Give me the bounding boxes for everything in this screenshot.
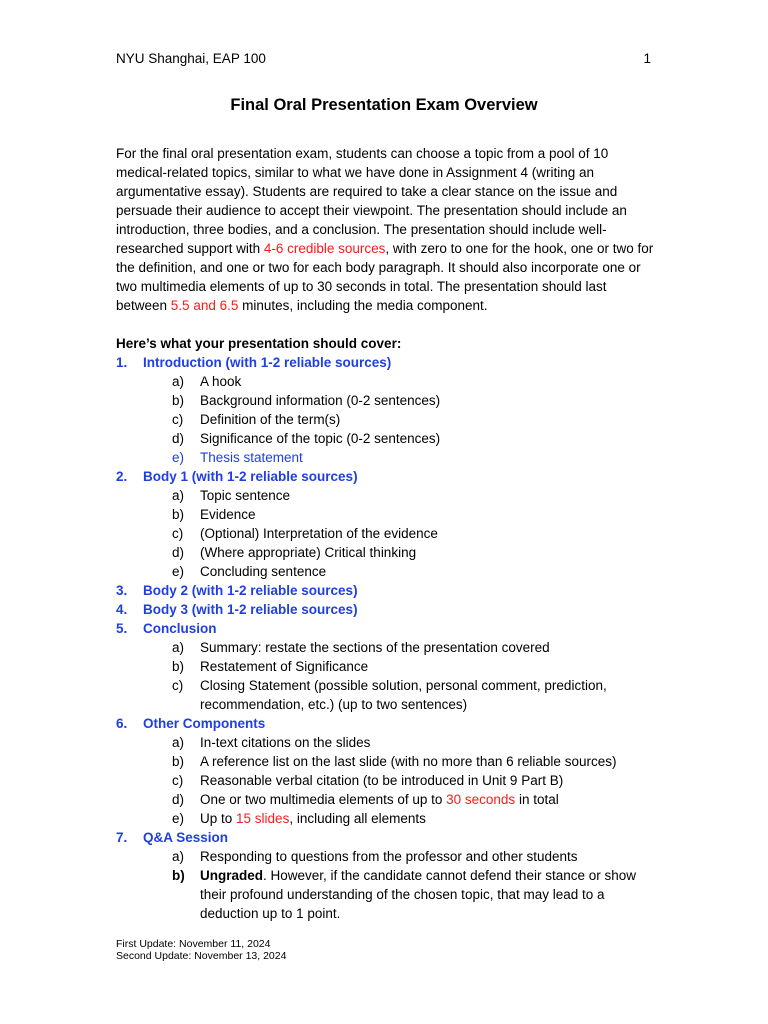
item-letter: d) (172, 545, 185, 560)
item-text: Background information (0-2 sentences) (200, 393, 441, 408)
item-letter: e) (172, 564, 185, 579)
item-text: Thesis statement (200, 450, 303, 465)
list-item (116, 372, 656, 391)
first-update: First Update: November 11, 2024 (116, 938, 271, 950)
section-title: Q&A Session (143, 830, 229, 845)
section-title: Body 1 (with 1-2 reliable sources) (143, 469, 358, 484)
item-letter: d) (172, 792, 185, 807)
list-item-thesis (116, 448, 656, 467)
course-name: NYU Shanghai, EAP 100 (116, 51, 266, 66)
list-item (116, 866, 656, 923)
item-letter: c) (172, 526, 184, 541)
second-update: Second Update: November 13, 2024 (116, 950, 287, 962)
list-item (116, 847, 656, 866)
intro-text-3: minutes, including the media component. (238, 298, 488, 313)
item-text-pre: Up to (200, 811, 237, 826)
section-title: Other Components (143, 716, 266, 731)
intro-text-2: , with zero to one for the hook, one or two for the definition, and one or two for each body paragraph. It should also incorporate one or two multimedia elements of up to 30 seconds in total. The presentation should last between (116, 241, 654, 313)
item-letter: b) (172, 754, 185, 769)
multimedia-limit-highlight: 30 seconds (446, 792, 516, 807)
list-item (116, 524, 656, 543)
item-text: (Optional) Interpretation of the evidence (200, 526, 438, 541)
item-text: Reasonable verbal citation (to be introduced in Unit 9 Part B) (200, 773, 564, 788)
section-introduction (116, 353, 656, 372)
item-text: A reference list on the last slide (with no more than 6 reliable sources) (200, 754, 617, 769)
section-title: Body 2 (with 1-2 reliable sources) (143, 583, 358, 598)
item-text-rest: . However, if the candidate cannot defend their stance or show their profound understanding of the chosen topic, that may lead to a deduction up to 1 point. (200, 868, 636, 921)
item-letter: b) (172, 393, 185, 408)
item-text (200, 790, 656, 809)
item-text: Summary: restate the sections of the presentation covered (200, 640, 550, 655)
list-item (116, 752, 656, 771)
item-letter: a) (172, 849, 185, 864)
item-text: Evidence (200, 507, 256, 522)
section-conclusion (116, 619, 656, 638)
list-item (116, 429, 656, 448)
sources-highlight: 4-6 credible sources (263, 241, 386, 256)
list-item (116, 771, 656, 790)
section-number: 5. (116, 621, 128, 636)
list-item (116, 410, 656, 429)
section-title: Conclusion (143, 621, 217, 636)
list-item (116, 809, 656, 828)
section-number: 3. (116, 583, 128, 598)
section-number: 4. (116, 602, 128, 617)
item-letter: d) (172, 431, 185, 446)
list-item (116, 391, 656, 410)
section-other-components (116, 714, 656, 733)
item-letter: b) (172, 659, 185, 674)
list-item (116, 486, 656, 505)
item-text-post: , including all elements (289, 811, 426, 826)
item-text: A hook (200, 374, 242, 389)
item-text (200, 809, 656, 828)
item-letter: c) (172, 678, 184, 693)
section-qa-session (116, 828, 656, 847)
list-item (116, 657, 656, 676)
ungraded-label: Ungraded (200, 868, 264, 883)
item-text: Significance of the topic (0-2 sentences) (200, 431, 441, 446)
item-letter: a) (172, 374, 185, 389)
item-text: Definition of the term(s) (200, 412, 341, 427)
item-letter: c) (172, 773, 184, 788)
cover-heading: Here’s what your presentation should cover: (116, 336, 402, 351)
item-text: Restatement of Significance (200, 659, 369, 674)
page-title: Final Oral Presentation Exam Overview (230, 96, 538, 114)
item-text: (Where appropriate) Critical thinking (200, 545, 417, 560)
item-text-post: in total (515, 792, 559, 807)
item-letter: c) (172, 412, 184, 427)
item-text: Closing Statement (possible solution, personal comment, prediction, recommendation, etc.) (up to two sentences) (200, 678, 607, 712)
item-letter: e) (172, 811, 185, 826)
section-number: 7. (116, 830, 128, 845)
section-body-3 (116, 600, 656, 619)
intro-text-1: For the final oral presentation exam, students can choose a topic from a pool of 10 medical-related topics, similar to what we have done in Assignment 4 (writing an argumentative essay). Students are required to take a clear stance on the issue and persuade their audience to accept their viewpoint. The presentation should include an introduction, three bodies, and a conclusion. The presentation should include well-researched support with (116, 146, 627, 256)
item-text: Responding to questions from the professor and other students (200, 849, 578, 864)
duration-highlight: 5.5 and 6.5 (170, 298, 239, 313)
list-item (116, 562, 656, 581)
item-text: Topic sentence (200, 488, 291, 503)
item-letter: e) (172, 450, 185, 465)
list-item (116, 505, 656, 524)
slides-limit-highlight: 15 slides (236, 811, 290, 826)
section-number: 2. (116, 469, 128, 484)
item-letter: b) (172, 868, 185, 883)
item-letter: b) (172, 507, 185, 522)
section-number: 6. (116, 716, 128, 731)
presentation-outline (116, 334, 656, 923)
section-body-1 (116, 467, 656, 486)
item-letter: a) (172, 640, 185, 655)
list-item (116, 676, 656, 714)
list-item (116, 733, 656, 752)
list-item (116, 638, 656, 657)
page-header (116, 51, 651, 66)
item-text: In-text citations on the slides (200, 735, 371, 750)
item-text-pre: One or two multimedia elements of up to (200, 792, 447, 807)
section-title: Body 3 (with 1-2 reliable sources) (143, 602, 358, 617)
list-item (116, 543, 656, 562)
item-letter: a) (172, 735, 185, 750)
section-body-2 (116, 581, 656, 600)
page-footer (116, 938, 286, 962)
item-text: Concluding sentence (200, 564, 327, 579)
page-number: 1 (643, 51, 651, 66)
item-letter: a) (172, 488, 185, 503)
section-title: Introduction (with 1-2 reliable sources) (143, 355, 392, 370)
list-item (116, 790, 656, 809)
section-number: 1. (116, 355, 128, 370)
item-text (200, 866, 656, 923)
intro-paragraph (116, 144, 656, 315)
